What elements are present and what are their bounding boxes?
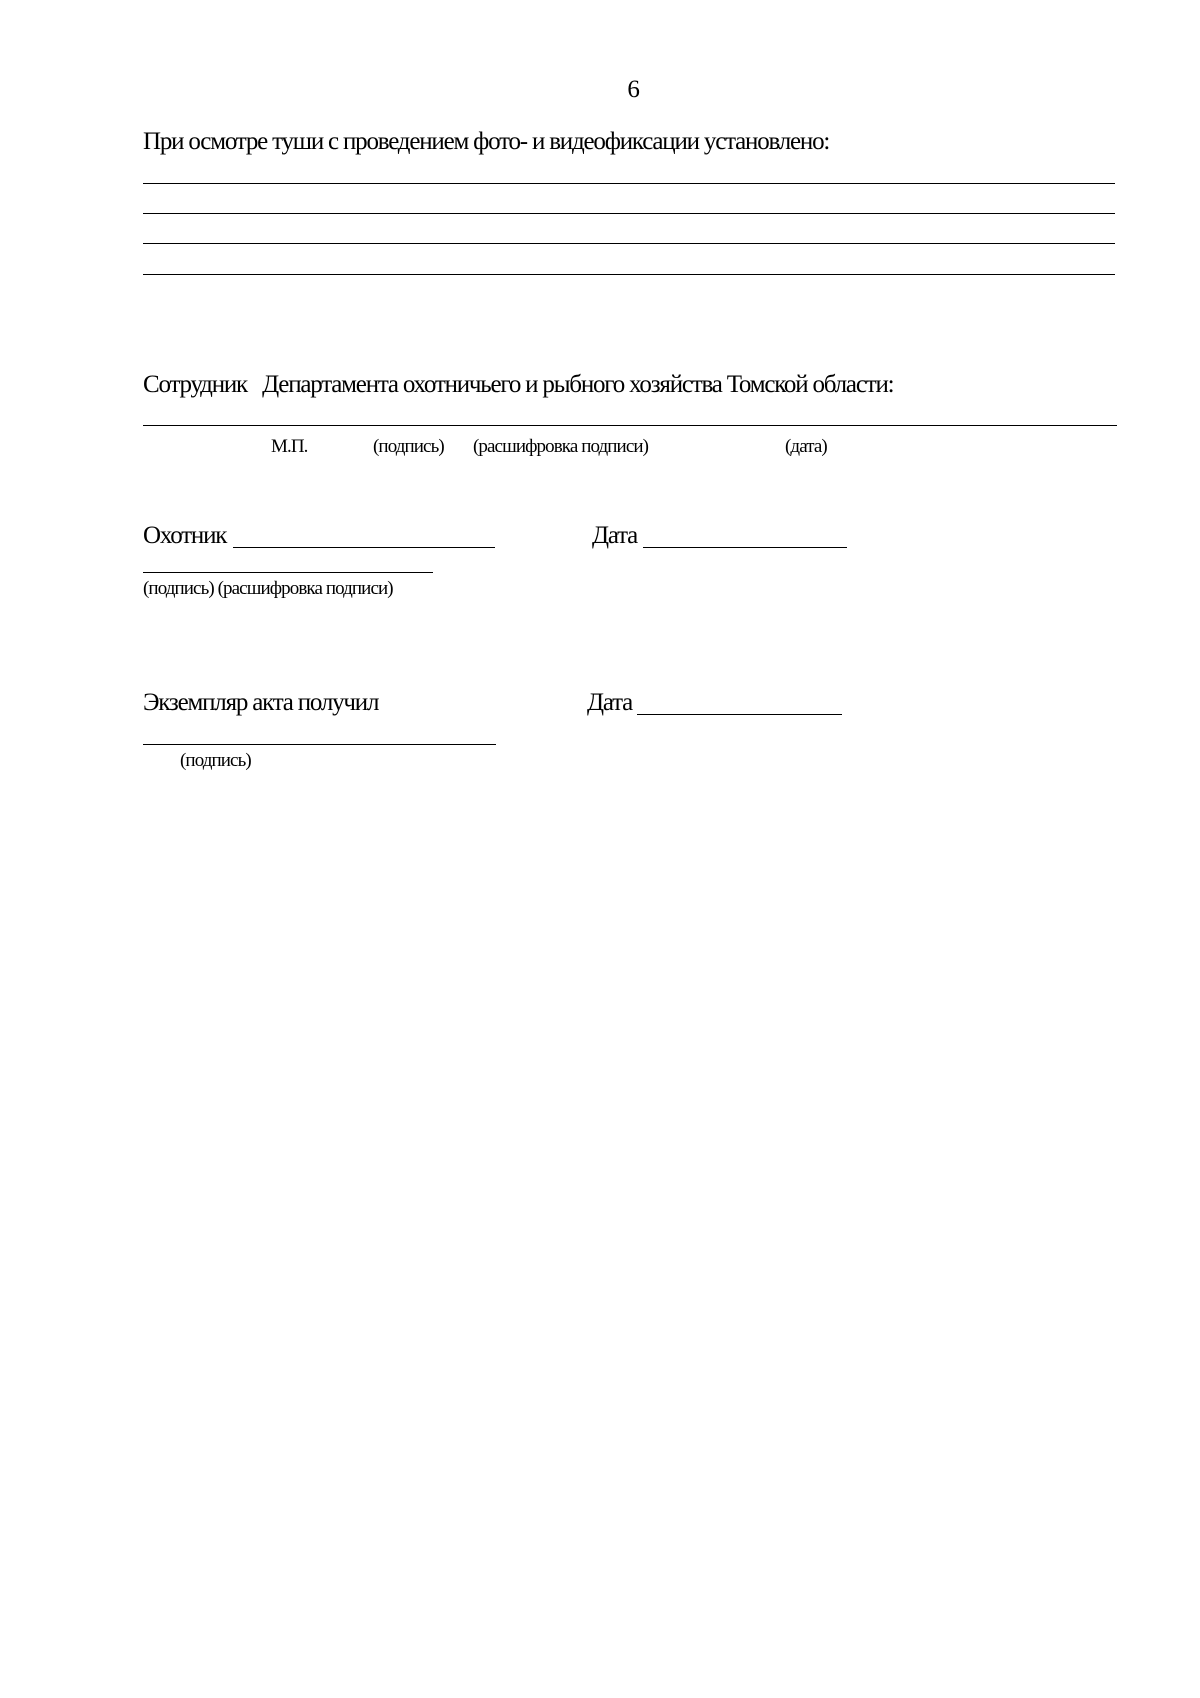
hunter-name-line[interactable] [233, 547, 495, 548]
hunter-signature-line[interactable] [143, 572, 433, 573]
receiver-label: Экземпляр акта получил [143, 689, 379, 716]
inspection-line-1[interactable] [143, 183, 1115, 184]
hunter-caption: (подпись) (расшифровка подписи) [143, 578, 393, 599]
caption-employee-date: (дата) [785, 436, 827, 457]
hunter-date-line[interactable] [643, 547, 847, 548]
caption-employee-signature: (подпись) [373, 436, 444, 457]
inspection-line-2[interactable] [143, 213, 1115, 214]
inspection-line-3[interactable] [143, 243, 1115, 244]
caption-mp: М.П. [271, 436, 308, 457]
inspection-line-4[interactable] [143, 274, 1115, 275]
receiver-date-label: Дата [587, 689, 633, 716]
employee-signature-line[interactable] [143, 425, 1117, 426]
receiver-caption: (подпись) [180, 750, 251, 771]
hunter-date-label: Дата [592, 522, 638, 549]
hunter-label: Охотник [143, 522, 227, 549]
inspection-heading: При осмотре туши с проведением фото- и видеофиксации установлено: [143, 128, 830, 155]
caption-employee-decoding: (расшифровка подписи) [473, 436, 649, 457]
receiver-signature-line[interactable] [143, 744, 496, 745]
receiver-date-line[interactable] [637, 714, 842, 715]
page-number: 6 [627, 76, 639, 103]
employee-label: Сотрудник Департамента охотничьего и рыбного хозяйства Томской области: [143, 371, 894, 398]
